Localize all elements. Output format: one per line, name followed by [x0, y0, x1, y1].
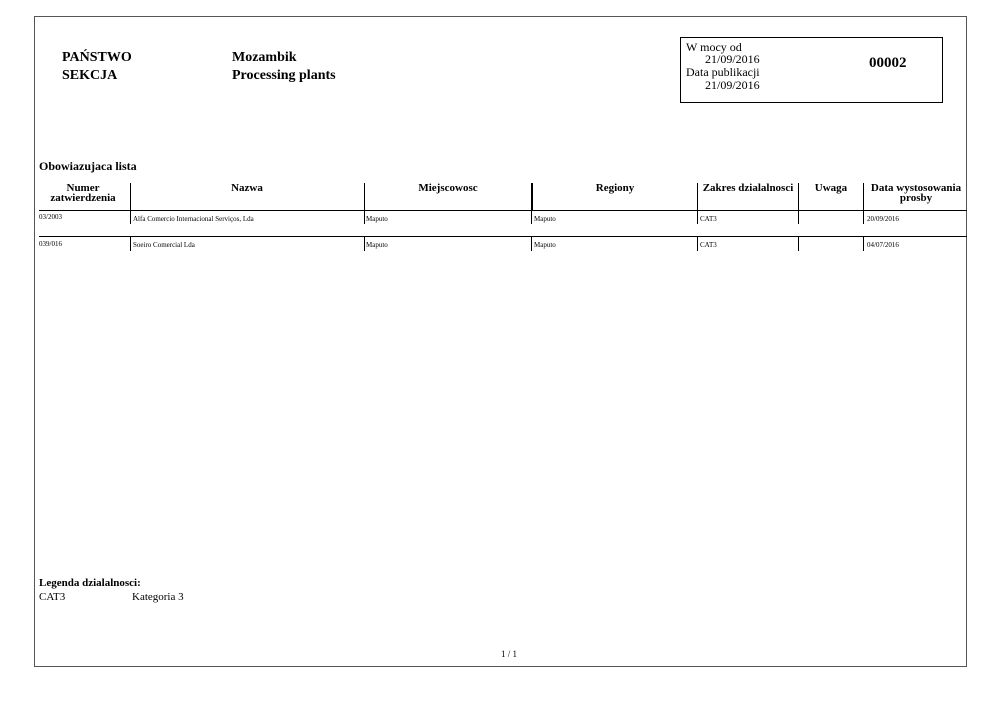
column-header-request-date [864, 183, 968, 203]
column-separator [798, 183, 799, 211]
cell-separator [531, 237, 532, 251]
cell-separator [697, 211, 698, 224]
cell-separator [364, 237, 365, 251]
row2-region: Maputo [534, 241, 556, 249]
column-header-activities: Zakres dzialalnosci [702, 182, 794, 194]
row1-city: Maputo [366, 215, 388, 223]
row1-name: Alfa Comercio Internacional Serviços, Lda [133, 215, 254, 223]
country-label: PAŃSTWO [62, 50, 132, 65]
cell-separator [531, 211, 532, 224]
column-header-line: zatwierdzenia [50, 192, 116, 204]
legend-description: Kategoria 3 [132, 591, 184, 603]
cell-separator [130, 237, 131, 251]
column-header-line: Numer [66, 182, 100, 194]
section-label: SEKCJA [62, 68, 118, 83]
column-separator [130, 183, 131, 211]
column-header-city: Miejscowosc [418, 182, 478, 194]
column-separator [863, 183, 864, 211]
validity-box [680, 37, 943, 103]
cell-separator [863, 211, 864, 224]
cell-separator [697, 237, 698, 251]
header-rule [39, 210, 967, 211]
row1-activity: CAT3 [700, 215, 717, 223]
country-value: Mozambik [232, 50, 297, 65]
row1-region: Maputo [534, 215, 556, 223]
column-header-approval-number [39, 183, 127, 203]
column-header-remark: Uwaga [814, 182, 848, 194]
row2-name: Soeiro Comercial Lda [133, 241, 195, 249]
cell-separator [798, 237, 799, 251]
column-separator [531, 183, 533, 211]
column-header-line: prosby [899, 192, 933, 204]
row1-number: 03/2003 [39, 213, 62, 221]
cell-separator [130, 211, 131, 224]
row2-number: 039/016 [39, 240, 62, 248]
column-header-name: Nazwa [231, 182, 263, 194]
cell-separator [863, 237, 864, 251]
column-separator [364, 183, 365, 211]
document-page [34, 16, 967, 667]
in-force-date: 21/09/2016 [705, 52, 760, 66]
in-force-label: W mocy od [686, 40, 742, 54]
row2-date: 04/07/2016 [867, 241, 899, 249]
column-header-regions: Regiony [595, 182, 635, 194]
cell-separator [798, 211, 799, 224]
row1-date: 20/09/2016 [867, 215, 899, 223]
document-number: 00002 [869, 55, 907, 71]
publication-date: 21/09/2016 [705, 78, 760, 92]
row2-city: Maputo [366, 241, 388, 249]
cell-separator [364, 211, 365, 224]
section-value: Processing plants [232, 68, 336, 83]
legend-title: Legenda dzialalnosci: [39, 577, 141, 589]
list-title: Obowiazujaca lista [39, 159, 137, 173]
column-header-line: Data wystosowania [870, 182, 962, 194]
page-indicator: 1 / 1 [501, 649, 518, 659]
column-separator [697, 183, 698, 211]
row-rule [39, 236, 967, 237]
publication-label: Data publikacji [686, 65, 760, 79]
legend-code: CAT3 [39, 591, 66, 603]
row2-activity: CAT3 [700, 241, 717, 249]
